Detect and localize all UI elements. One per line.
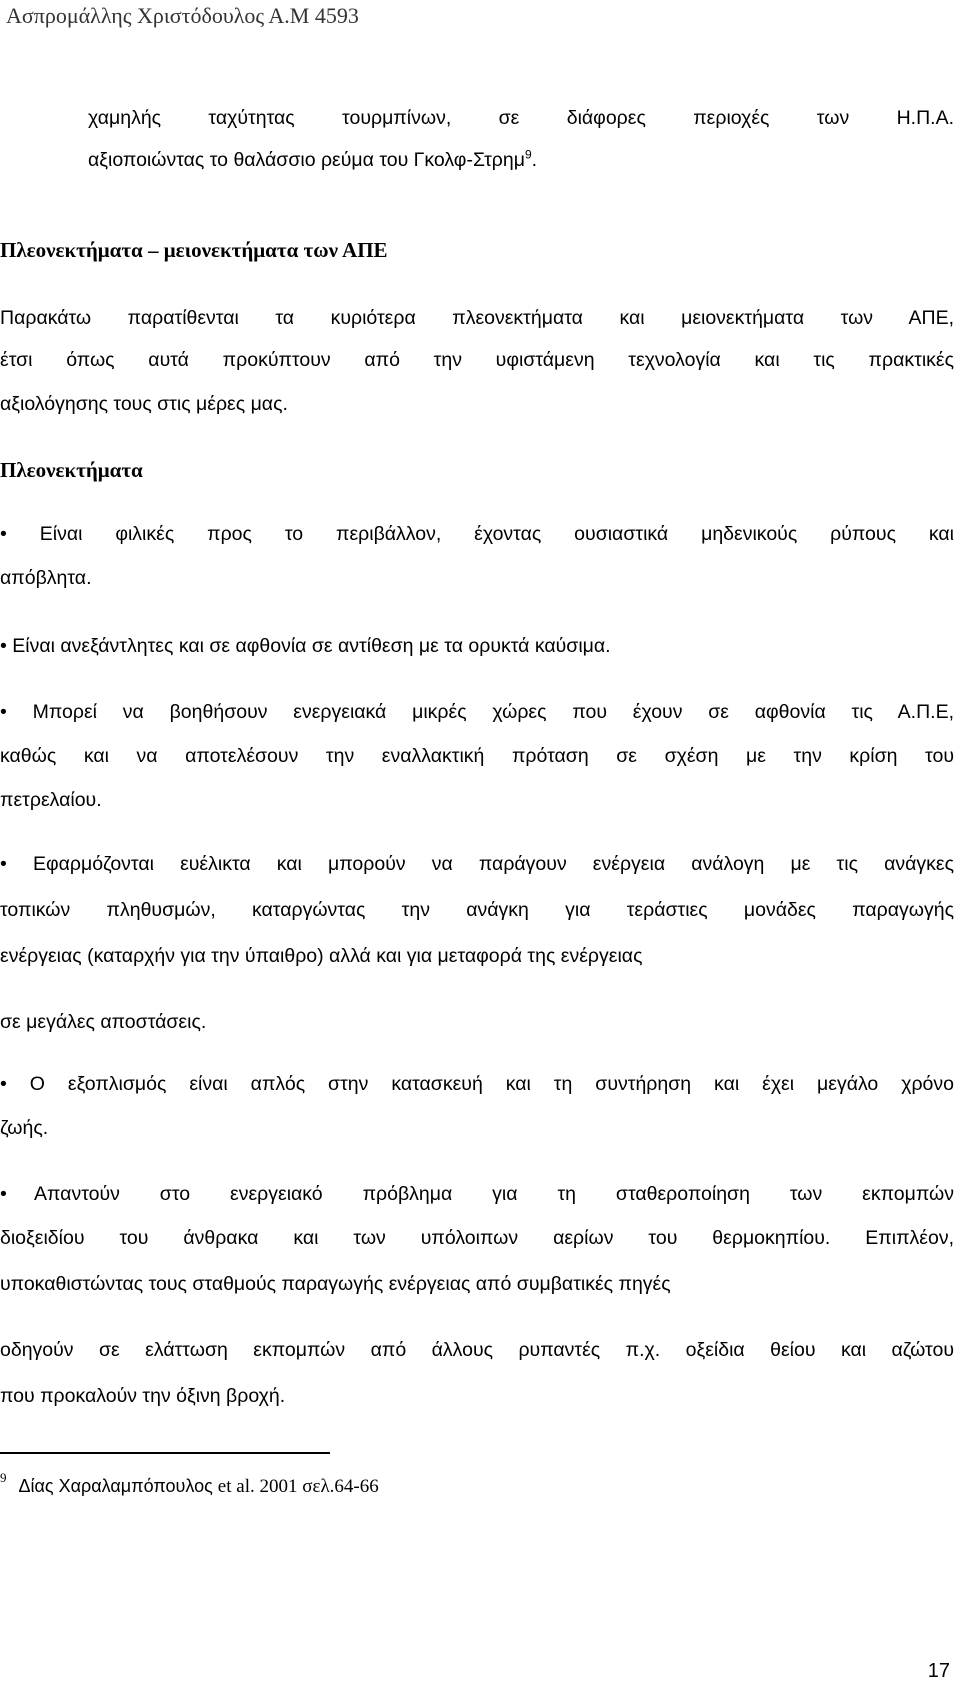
section-para-line-2: έτσι όπως αυτά προκύπτουν από την υφιστάμενη τεχνολογία και τις πρακτικές (0, 349, 954, 371)
intro-line-1: χαμηλής ταχύτητας τουρμπίνων, σε διάφορες περιοχές των Η.Π.Α. (88, 107, 954, 129)
footnote-separator (0, 1452, 330, 1454)
bullet-4-line-4: σε μεγάλες αποστάσεις. (0, 1011, 207, 1033)
bullet-6-line-5: που προκαλούν την όξινη βροχή. (0, 1385, 286, 1407)
bullet-1-line-2: απόβλητα. (0, 567, 92, 589)
bullet-6-line-4: οδηγούν σε ελάττωση εκπομπών από άλλους ρυπαντές π.χ. οξείδια θείου και αζώτου (0, 1339, 954, 1361)
footnote-author: Δίας Χαραλαμπόπουλος (18, 1476, 213, 1496)
running-header: Ασπρομάλλης Χριστόδουλος Α.Μ 4593 (6, 3, 359, 28)
bullet-2-line-1: • Είναι ανεξάντλητες και σε αφθονία σε αντίθεση με τα ορυκτά καύσιμα. (0, 635, 611, 657)
section-para-line-1: Παρακάτω παρατίθενται τα κυριότερα πλεονεκτήματα και μειονεκτήματα των ΑΠΕ, (0, 307, 954, 329)
intro-line-2 (88, 148, 537, 172)
advantages-heading: Πλεονεκτήματα (0, 458, 143, 482)
section-heading: Πλεονεκτήματα – μειονεκτήματα των ΑΠΕ (0, 238, 388, 262)
page-number: 17 (927, 1660, 950, 1682)
footnote (0, 1470, 379, 1500)
bullet-6-line-2: διοξειδίου του άνθρακα και των υπόλοιπων αερίων του θερμοκηπίου. Επιπλέον, (0, 1227, 954, 1249)
bullet-3-line-3: πετρελαίου. (0, 789, 102, 811)
bullet-6-marker: • (0, 1183, 7, 1205)
section-para-line-3: αξιολόγησης τους στις μέρες μας. (0, 393, 288, 415)
bullet-5-line-2: ζωής. (0, 1117, 49, 1139)
intro-line-2-end: . (531, 149, 538, 171)
bullet-3-line-1: • Μπορεί να βοηθήσουν ενεργειακά μικρές χώρες που έχουν σε αφθονία τις Α.Π.Ε, (0, 701, 954, 723)
bullet-5-line-1: • Ο εξοπλισμός είναι απλός στην κατασκευή και τη συντήρηση και έχει μεγάλο χρόνο (0, 1073, 954, 1095)
bullet-6-line-1: Απαντούν στο ενεργειακό πρόβλημα για τη σταθεροποίηση των εκπομπών (34, 1183, 954, 1205)
footnote-mark: 9 (0, 1470, 7, 1485)
bullet-1-line-1: • Είναι φιλικές προς το περιβάλλον, έχοντας ουσιαστικά μηδενικούς ρύπους και (0, 523, 954, 545)
bullet-4-line-1: • Εφαρμόζονται ευέλικτα και μπορούν να παράγουν ενέργεια ανάλογη με τις ανάγκες (0, 853, 954, 875)
footnote-citation: et al. 2001 σελ.64-66 (217, 1476, 379, 1497)
bullet-4-line-2: τοπικών πληθυσμών, καταργώντας την ανάγκη για τεράστιες μονάδες παραγωγής (0, 899, 954, 921)
bullet-4-line-3: ενέργειας (καταρχήν για την ύπαιθρο) αλλά και για μεταφορά της ενέργειας (0, 945, 643, 967)
bullet-3-line-2: καθώς και να αποτελέσουν την εναλλακτική πρόταση σε σχέση με την κρίση του (0, 745, 954, 767)
bullet-6-line-3: υποκαθιστώντας τους σταθμούς παραγωγής ενέργειας από συμβατικές πηγές (0, 1273, 671, 1295)
footnote-reference: 9 (524, 147, 532, 162)
intro-line-2-text: αξιοποιώντας το θαλάσσιο ρεύμα του Γκολφ-Στρημ (88, 149, 525, 171)
